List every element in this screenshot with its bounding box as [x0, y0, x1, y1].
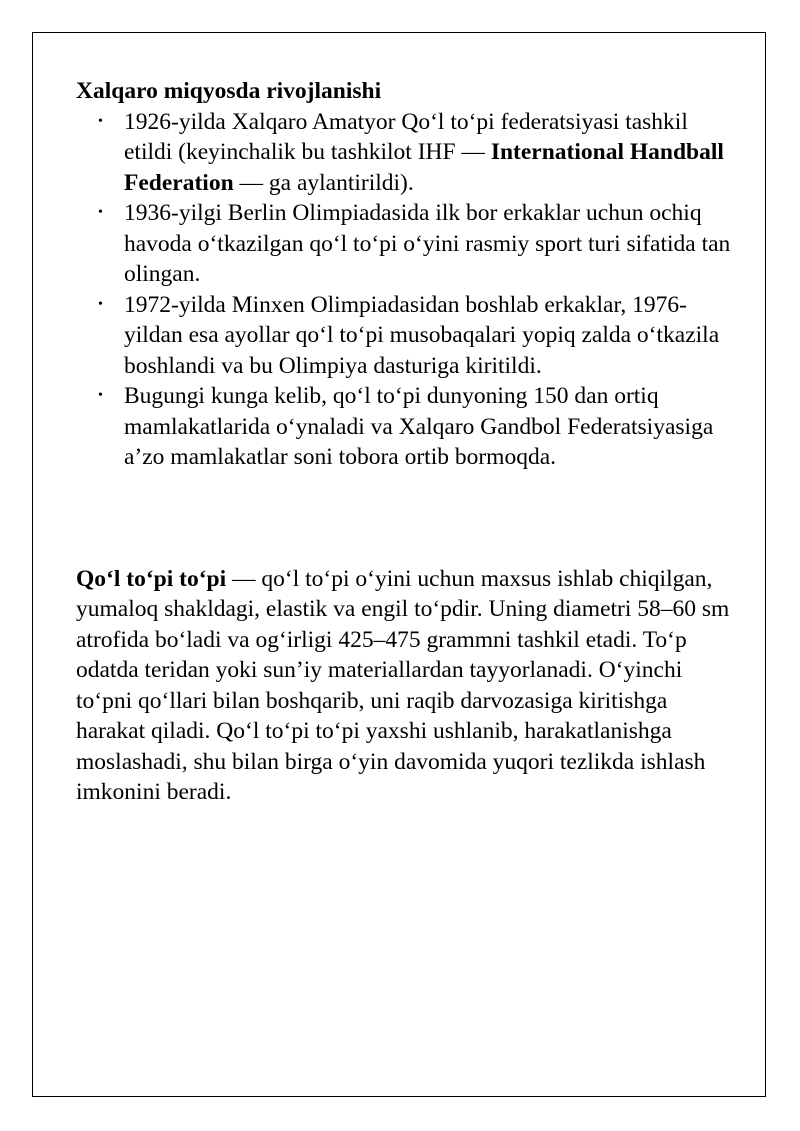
- list-item-bold-text: International Handball Federation: [124, 139, 724, 196]
- list-item-text: — ga aylantirildi).: [233, 169, 414, 196]
- bullet-icon: •: [98, 113, 103, 129]
- list-item: [76, 290, 736, 382]
- definition-paragraph: [76, 564, 736, 808]
- list-item-text: 1936-yilgi Berlin Olimpiadasida ilk bor erkaklar uchun ochiq havoda o‘tkazilgan qo‘l to‘pi o‘yini rasmiy sport turi sifatida tan olingan.: [124, 200, 731, 287]
- list-item: [76, 107, 736, 199]
- definition-text: — qo‘l to‘pi o‘yini uchun maxsus ishlab chiqilgan, yumaloq shakldagi, elastik va engil to‘pdir. Uning diametri 58–60 sm atrofida bo‘ladi va og‘irligi 425–475 grammni tashkil etadi. To‘p odatda teridan yoki sun’iy materiallardan tayyorlanadi. O‘yinchi to‘pni qo‘llari bilan boshqarib, uni raqib darvozasiga kiritishga harakat qiladi. Qo‘l to‘pi to‘pi yaxshi ushlanib, harakatlanishga moslashadi, shu bilan birga o‘yin davomida yuqori tezlikda ishlash imkonini beradi.: [76, 565, 730, 805]
- list-item: [76, 381, 736, 473]
- spacer: [76, 473, 736, 564]
- list-item-text: Bugungi kunga kelib, qo‘l to‘pi dunyoning 150 dan ortiq mamlakatlarida o‘ynaladi va Xalqaro Gandbol Federatsiyasiga a’zo mamlakatlar soni tobora ortib bormoqda.: [124, 383, 714, 470]
- document-content: [76, 76, 736, 808]
- bullet-icon: •: [98, 388, 103, 403]
- list-item-text: 1972-yilda Minxen Olimpiadasidan boshlab erkaklar, 1976-yildan esa ayollar qo‘l to‘pi musobaqalari yopiq zalda o‘tkazila boshlandi va bu Olimpiya dasturiga kiritildi.: [124, 291, 720, 379]
- section-heading: Xalqaro miqyosda rivojlanishi: [76, 78, 382, 104]
- list-item: [76, 198, 736, 290]
- bullet-icon: •: [98, 296, 103, 312]
- list-item-text: 1926-yilda Xalqaro Amatyor Qo‘l to‘pi federatsiyasi tashkil etildi (keyinchalik bu tashkilot IHF —: [124, 108, 688, 165]
- definition-term: Qo‘l to‘pi to‘pi: [76, 565, 227, 592]
- bullet-list: [76, 107, 736, 473]
- bullet-icon: •: [98, 205, 103, 220]
